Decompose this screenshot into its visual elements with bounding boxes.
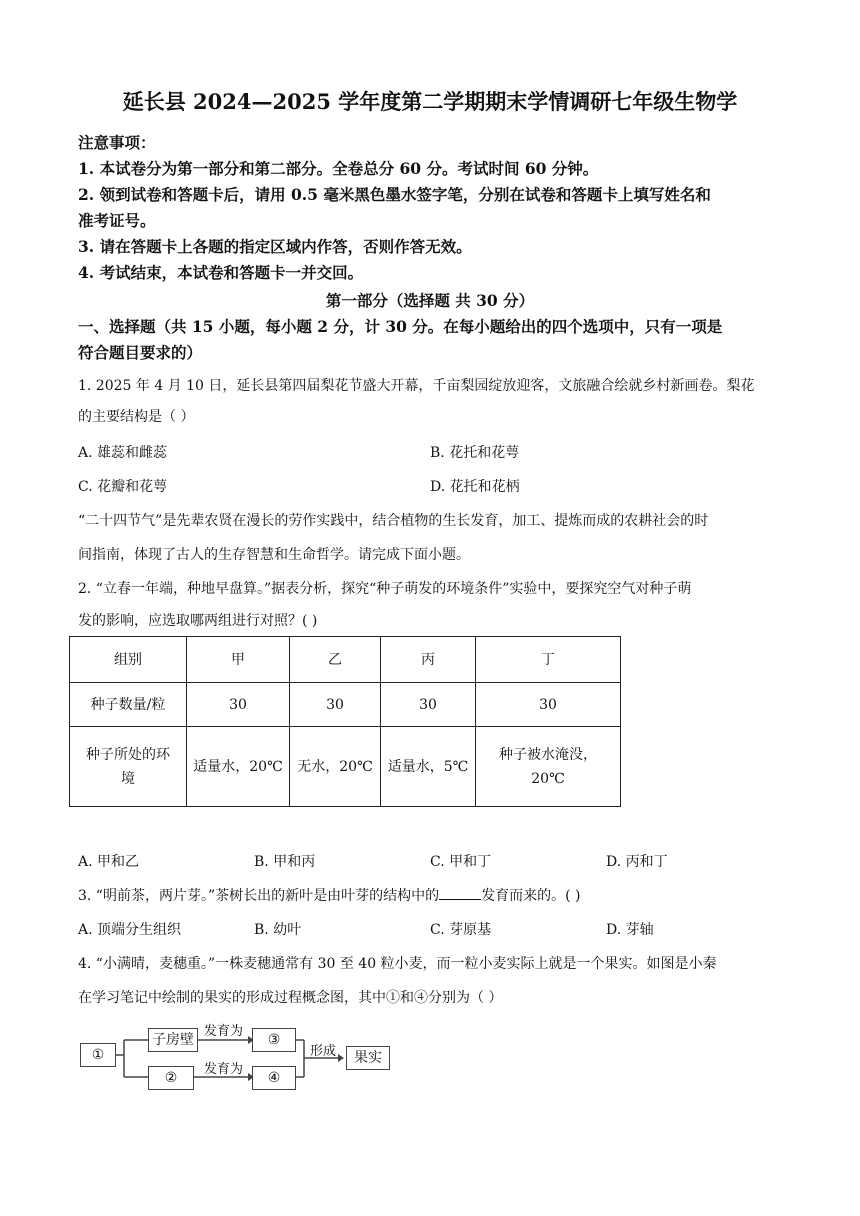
table-cell-line: 20℃ [531,770,565,787]
intro-text: “二十四节气”是先辈农贤在漫长的劳作实践中，结合植物的生长发育，加工、提炼而成的农耕社会的时 [78,513,709,529]
diagram-node-2: ② [148,1066,194,1090]
page-title: 延长县 2024—2025 学年度第二学期期末学情调研七年级生物学 [122,89,738,114]
q4-stem-cont: 在学习笔记中绘制的果实的形成过程概念图，其中①和④分别为（ ） [78,990,503,1006]
q1-stem-cont: 的主要结构是（ ） [78,409,195,425]
table-header-cell: 组别 [70,637,187,683]
diagram-node-fruit: 果实 [346,1046,390,1070]
table-cell: 适量水，5℃ [381,727,476,807]
q2-stem-cont: 发的影响，应选取哪两组进行对照？( ) [78,613,318,629]
q3-option-c: C. 芽原基 [430,922,492,938]
diagram-node-ovary-wall: 子房壁 [148,1028,198,1052]
q1-option-d: D. 花托和花柄 [430,479,520,495]
q3-option-d: D. 芽轴 [606,922,654,938]
notice-item: 2. 领到试卷和答题卡后，请用 0.5 毫米黑色墨水签字笔，分别在试卷和答题卡上填写姓名和 [78,185,711,204]
q1-option-c: C. 花瓣和花萼 [78,479,168,495]
q2-option-a: A. 甲和乙 [78,854,140,870]
diagram-label-develop: 发育为 [204,1062,244,1077]
table-header-cell: 乙 [290,637,381,683]
notice-item: 3. 请在答题卡上各题的指定区域内作答，否则作答无效。 [78,237,472,256]
table-cell: 30 [381,683,476,727]
table-cell-line: 种子所处的环 [86,746,170,763]
part1-heading: 第一部分（选择题 共 30 分） [325,291,535,310]
table-cell: 种子数量/粒 [70,683,187,727]
notice-heading: 注意事项： [78,133,156,152]
diagram-node-4: ④ [252,1066,296,1090]
table-cell: 30 [476,683,621,727]
section-heading-cont: 符合题目要求的） [78,343,203,362]
diagram-node-3: ③ [252,1028,296,1052]
q2-option-d: D. 丙和丁 [606,854,668,870]
diagram-label-develop: 发育为 [204,1024,244,1039]
q1-option-b: B. 花托和花萼 [430,445,520,461]
table-cell: 适量水，20℃ [187,727,290,807]
q3-option-a: A. 顶端分生组织 [78,922,182,938]
q1-stem: 1. 2025 年 4 月 10 日，延长县第四届梨花节盛大开幕，千亩梨园绽放迎客，文旅融合绘就乡村新画卷。梨花 [78,378,755,394]
diagram-node-1: ① [80,1043,116,1067]
table-header-cell: 丙 [381,637,476,683]
table-header-cell: 丁 [476,637,621,683]
table-cell-line: 境 [121,770,135,787]
q3-stem-text: 发育而来的。( ) [481,888,581,904]
notice-item: 4. 考试结束，本试卷和答题卡一并交回。 [78,263,364,282]
table-cell: 30 [187,683,290,727]
diagram-label-form: 形成 [310,1044,337,1059]
q4-stem: 4. “小满晴，麦穗重。”一株麦穗通常有 30 至 40 粒小麦，而一粒小麦实际上就是一个果实。如图是小秦 [78,956,717,972]
section-heading: 一、选择题（共 15 小题，每小题 2 分，计 30 分。在每小题给出的四个选项中，只有一项是 [78,317,723,336]
q3-option-b: B. 幼叶 [254,922,302,938]
table-header-cell: 甲 [187,637,290,683]
q2-stem: 2. “立春一年端，种地早盘算。”据表分析，探究“种子萌发的环境条件”实验中，要探究空气对种子萌 [78,581,692,597]
q2-option-b: B. 甲和丙 [254,854,316,870]
notice-item: 1. 本试卷分为第一部分和第二部分。全卷总分 60 分。考试时间 60 分钟。 [78,159,599,178]
q2-option-c: C. 甲和丁 [430,854,492,870]
q1-option-a: A. 雄蕊和雌蕊 [78,445,168,461]
intro-text-cont: 间指南，体现了古人的生存智慧和生命哲学。请完成下面小题。 [78,547,470,563]
table-cell: 无水，20℃ [290,727,381,807]
table-cell: 30 [290,683,381,727]
q3-stem-text: 3. “明前茶，两片芽。”茶树长出的新叶是由叶芽的结构中的 [78,888,440,904]
notice-item: 准考证号。 [78,211,156,230]
table-cell-line: 种子被水淹没， [499,746,597,763]
